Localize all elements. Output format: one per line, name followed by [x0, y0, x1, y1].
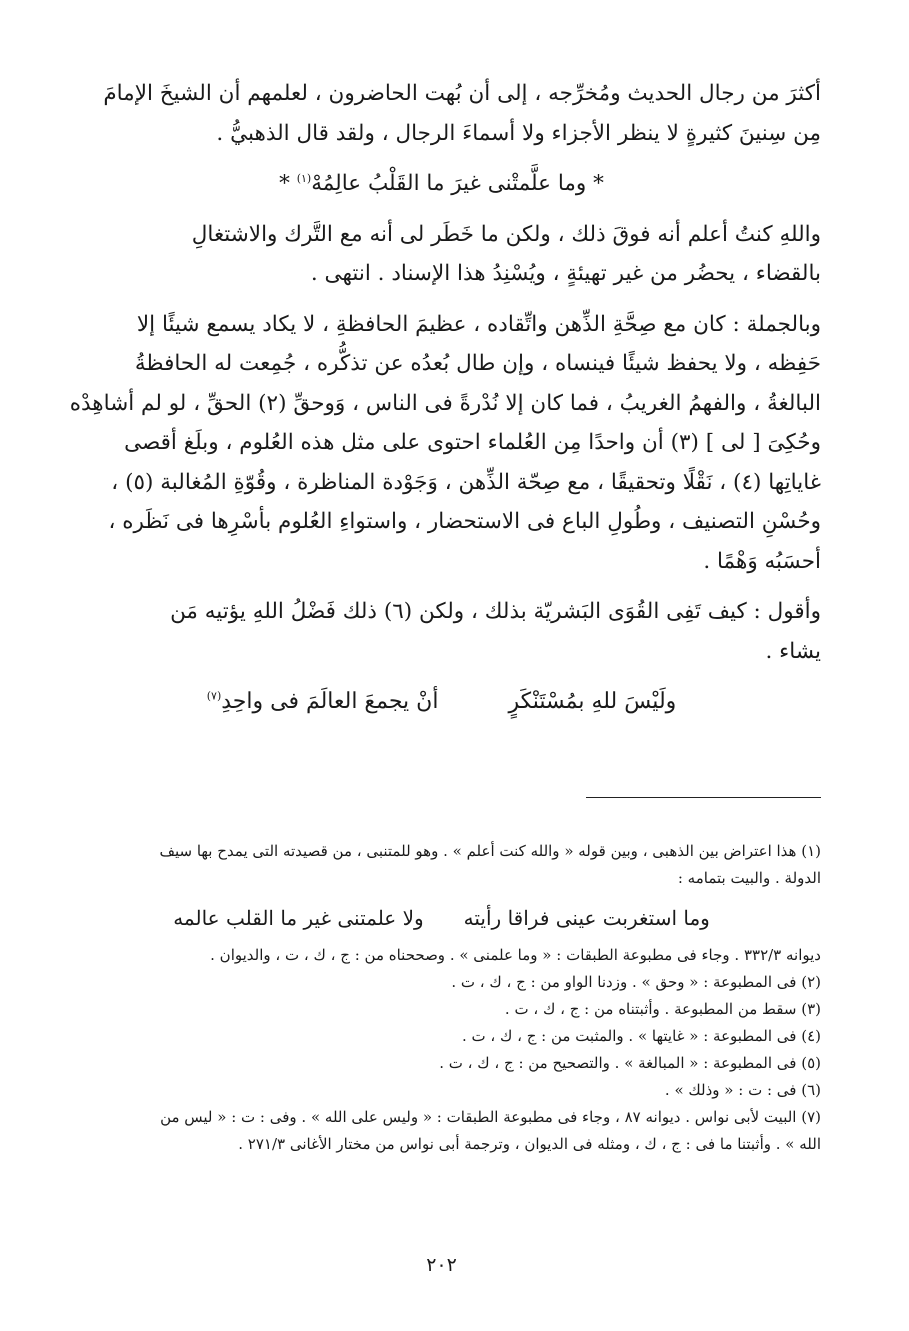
main-text: [62, 74, 821, 722]
verse-quote-text: * وما علَّمتْنى غيرَ ما القَلْبُ عالِمُهْ: [311, 171, 604, 196]
verse-second-hemistich-wrap: [207, 682, 439, 722]
text-line: وحُكِىَ [ لى ] (٣) أن واحدًا مِن العُلماء احتوى على مثل هذه العُلوم ، وبلَغ أقصى: [124, 430, 821, 455]
footnotes: [62, 838, 821, 1158]
paragraph-2: [62, 215, 821, 294]
book-page: [62, 74, 821, 1301]
footnote-line: الله » . وأثبتنا ما فى : ج ، ك ، ومثله فى الديوان ، وترجمة أبى نواس من مختار الأغانى ٢٧١/٣ .: [238, 1135, 821, 1153]
footnote-separator: [586, 797, 821, 798]
text-line: واللهِ كنتُ أعلم أنه فوقَ ذلك ، ولكن ما خَطَر لى أنه مع التَّرك والاشتغالِ: [191, 221, 821, 247]
footnote-line: ديوانه ٣٣٢/٣ . وجاء فى مطبوعة الطبقات : « وما علمنى » . وصححناه من : ج ، ك ، ت ، والديوان .: [210, 946, 821, 964]
footnote-line: (٧) البيت لأبى نواس . ديوانه ٨٧ ، وجاء فى مطبوعة الطبقات : « وليس على الله » . وفى : ت : « ليس من: [160, 1108, 821, 1126]
footnote-ref: (٧): [206, 689, 222, 703]
footnote-line: (٦) فى : ت : « وذلك » .: [664, 1081, 821, 1099]
paragraph-3: [62, 305, 821, 582]
text-line: وأقول : كيف تَفِى القُوَى البَشريّة بذلك ، ولكن (٦) ذلك فَضْلُ اللهِ يؤتيه مَن: [170, 599, 821, 624]
footnote-line: (٤) فى المطبوعة : « غايتها » . والمثبت من : ج ، ك ، ت .: [461, 1027, 821, 1045]
footnote-verse-second: ولا علمتنى غير ما القلب عالمه: [173, 906, 424, 930]
paragraph-4: [62, 592, 821, 671]
text-line: البالغةُ ، والفهمُ الغريبُ ، فما كان إلا نُدْرةً فى الناس ، وَوحقِّ (٢) الحقِّ ، لو لم أشاهِدْه: [69, 390, 821, 416]
paragraph-1: [62, 74, 821, 153]
footnote-line: (١) هذا اعتراض بين الذهبى ، وبين قوله « والله كنت أعلم » . وهو للمتنبى ، من قصيدته التى يمدح بها سيف: [159, 842, 821, 860]
footnote-verse-first: وما استغربت عينى فراقا رأيته: [463, 906, 710, 930]
footnote-line: (٣) سقط من المطبوعة . وأثبتناه من : ج ، ك ، ت .: [504, 1000, 821, 1018]
footnote-line: (٥) فى المطبوعة : « المبالغة » . والتصحيح من : ج ، ك ، ت .: [439, 1054, 821, 1072]
footnote-line: الدولة . والبيت بتمامه :: [677, 869, 821, 887]
footnote-ref: (١): [296, 171, 312, 185]
verse-first-hemistich: ولَيْسَ للهِ بمُسْتَنْكَرٍ: [508, 689, 677, 714]
text-line: حَفِظه ، ولا يحفظ شيئًا فينساه ، وإن طال بُعدُه عن تذكُّره ، جُمِعت له الحافظةُ: [134, 351, 821, 376]
text-line: مِن سِنينَ كثيرةٍ لا ينظر الأجزاء ولا أسماءَ الرجال ، ولقد قال الذهبيُّ .: [216, 120, 821, 146]
verse-quote: [62, 164, 821, 204]
verse-second-hemistich: أنْ يجمعَ العالَمَ فى واحِدِ: [221, 689, 439, 714]
footnote-verse: [62, 898, 821, 938]
text-line: وبالجملة : كان مع صِحَّةِ الذِّهن واتِّقاده ، عظيمَ الحافظةِ ، لا يكاد يسمع شيئًا إلا: [136, 311, 821, 337]
text-line: أكثرَ من رجال الحديث ومُخرِّجه ، إلى أن بُهت الحاضرون ، لعلمهم أن الشيخَ الإمامَ: [103, 81, 821, 106]
text-line: بالقضاء ، يحضُر من غير تهيئةٍ ، ويُسْنِدُ هذا الإسناد . انتهى .: [310, 261, 821, 286]
verse-quote-end: *: [279, 171, 290, 196]
page-number: ٢٠٢: [426, 1254, 457, 1276]
footnote-line: (٢) فى المطبوعة : « وحق » . وزدنا الواو من : ج ، ك ، ت .: [451, 973, 821, 991]
poem-verse: [62, 682, 821, 722]
text-line: وحُسْنِ التصنيف ، وطُولِ الباع فى الاستحضار ، واستواءِ العُلوم بأسْرِها فى نَظَره ،: [108, 509, 821, 534]
text-line: يشاء .: [765, 638, 821, 664]
text-line: غاياتِها (٤) ، نَقْلًا وتحقيقًا ، مع صِحّة الذِّهن ، وَجَوْدة المناظرة ، وقُوّةِ المُغالبة (٥) ،: [111, 469, 821, 495]
text-line: أحسَبُه وَهْمًا .: [703, 548, 821, 574]
